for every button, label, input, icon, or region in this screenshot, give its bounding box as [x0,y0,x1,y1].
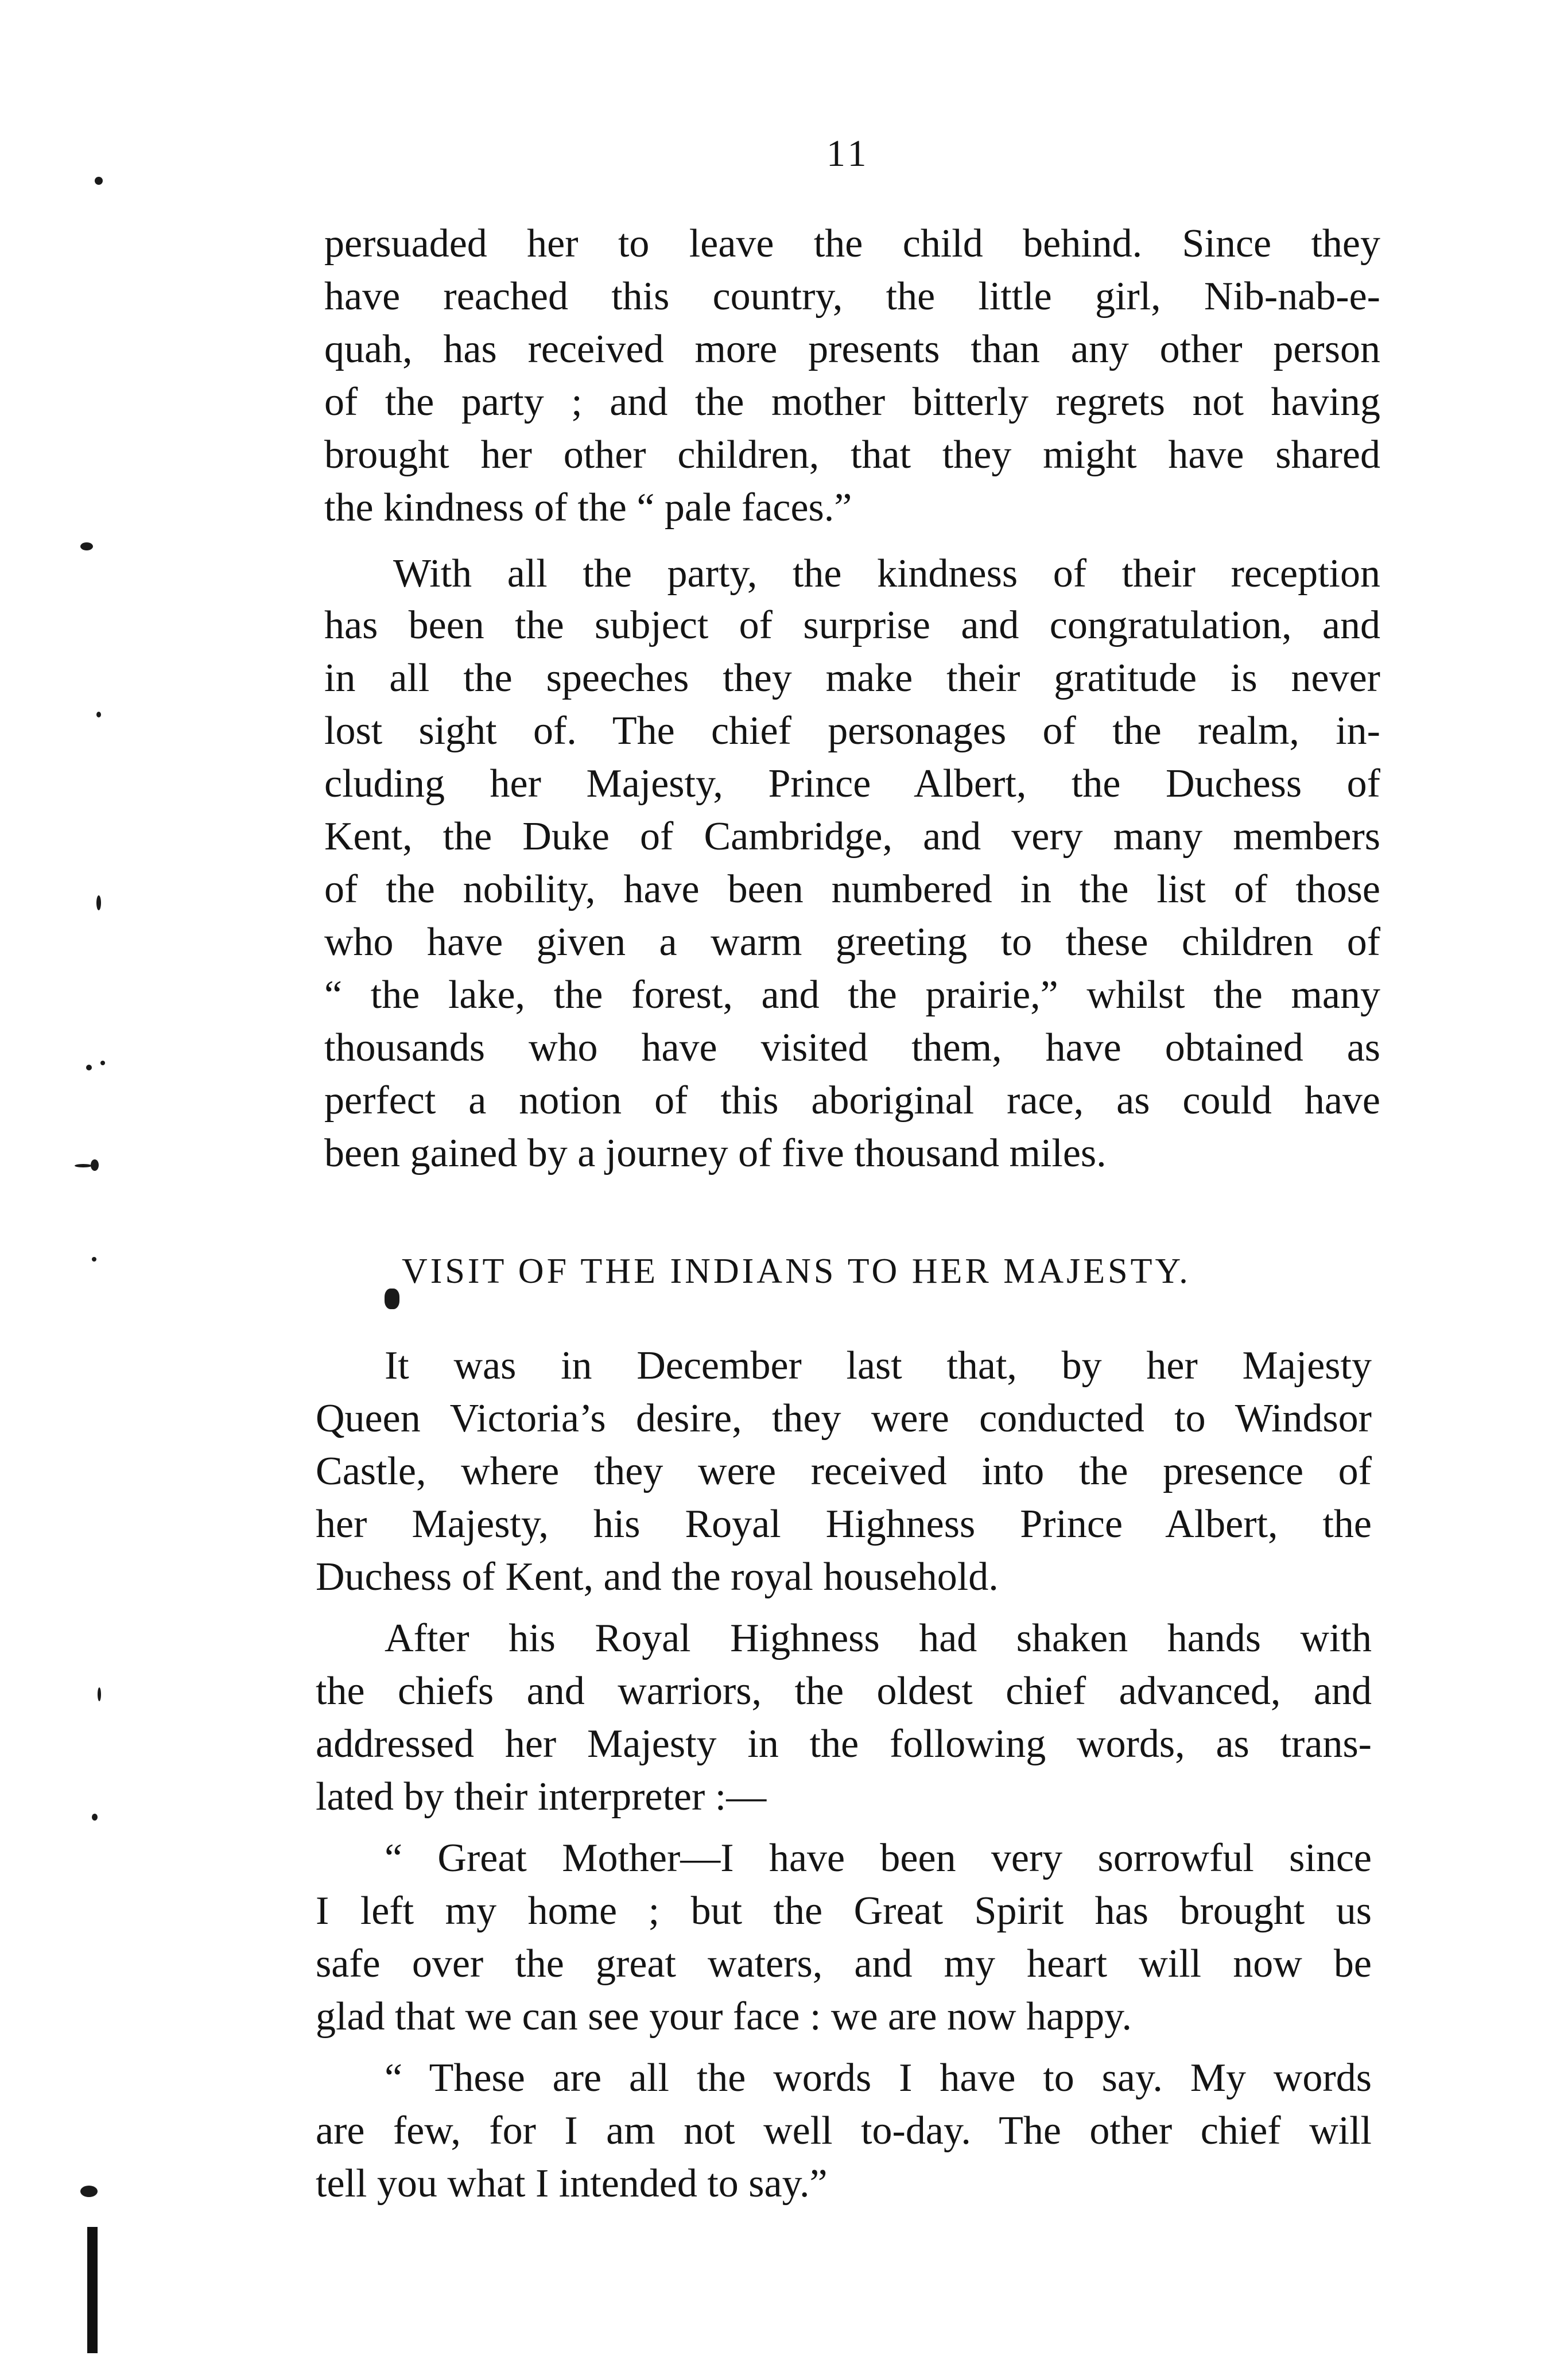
text-line: are few, for I am not well to-day. The other chief will [316,2109,1372,2153]
text-line: Queen Victoria’s desire, they were conducted to Windsor [316,1396,1372,1441]
scan-speck [96,895,101,910]
text-line: quah, has received more presents than any other person [324,327,1380,371]
text-line: lost sight of. The chief personages of the realm, in- [324,709,1380,753]
section-heading: VISIT OF THE INDIANS TO HER MAJESTY. [402,1252,1191,1291]
scan-speck [95,177,103,185]
text-line: the chiefs and warriors, the oldest chief advanced, and [316,1669,1372,1713]
scan-speck [75,1164,92,1167]
text-line: tell you what I intended to say.” [316,2161,828,2206]
text-line: Castle, where they were received into the presence of [316,1449,1372,1493]
text-line: thousands who have visited them, have obtained as [324,1026,1380,1070]
scan-speck [80,542,93,550]
text-line: It was in December last that, by her Majesty [385,1344,1372,1388]
text-line: of the nobility, have been numbered in the list of those [324,867,1380,911]
text-line: her Majesty, his Royal Highness Prince Albert, the [316,1502,1372,1546]
binding-shadow [87,2227,98,2353]
text-line: Duchess of Kent, and the royal household. [316,1555,999,1599]
scan-speck [100,1061,105,1065]
scan-speck [98,1687,101,1701]
text-line: “ Great Mother—I have been very sorrowful since [385,1836,1372,1880]
text-line: cluding her Majesty, Prince Albert, the Duchess of [324,762,1380,806]
scan-speck [385,1289,399,1309]
text-line: Kent, the Duke of Cambridge, and very many members [324,814,1380,859]
text-line: addressed her Majesty in the following words, as trans- [316,1722,1372,1766]
text-line: have reached this country, the little girl, Nib-nab-e- [324,274,1380,319]
text-line: has been the subject of surprise and congratulation, and [324,603,1380,647]
text-line: glad that we can see your face : we are now happy. [316,1994,1132,2039]
text-line: With all the party, the kindness of their reception [393,552,1380,596]
text-line: After his Royal Highness had shaken hands with [385,1616,1372,1660]
text-line: perfect a notion of this aboriginal race, as could have [324,1078,1380,1123]
text-line: brought her other children, that they might have shared [324,433,1380,477]
text-line: the kindness of the “ pale faces.” [324,486,852,530]
text-line: persuaded her to leave the child behind. Since they [324,222,1380,266]
text-line: in all the speeches they make their gratitude is never [324,656,1380,700]
text-line: of the party ; and the mother bitterly regrets not having [324,380,1380,424]
text-line: safe over the great waters, and my heart will now be [316,1942,1372,1986]
text-line: been gained by a journey of five thousand miles. [324,1131,1107,1175]
text-line: I left my home ; but the Great Spirit has brought us [316,1889,1372,1933]
scan-speck [92,1257,96,1262]
text-line: “ the lake, the forest, and the prairie,” whilst the many [324,973,1380,1017]
text-line: “ These are all the words I have to say. My words [385,2056,1372,2100]
text-line: lated by their interpreter :— [316,1775,767,1819]
scan-speck [86,1065,92,1070]
page-number: 11 [826,133,870,174]
text-line: who have given a warm greeting to these children of [324,920,1380,964]
scan-speck [92,1814,98,1821]
scan-speck [96,712,101,717]
scan-speck [80,2186,98,2197]
scan-speck [91,1159,99,1171]
